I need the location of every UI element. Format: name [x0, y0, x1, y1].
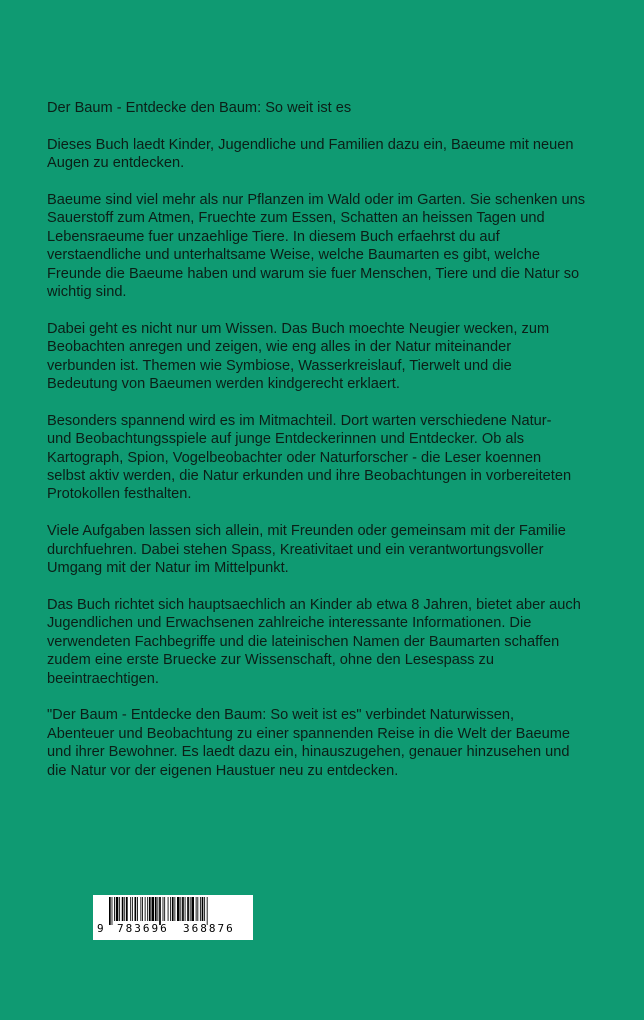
barcode-bar [185, 897, 186, 921]
barcode-bar [204, 897, 205, 921]
barcode-digits-left: 783696 [117, 922, 169, 935]
barcode-bar [170, 897, 171, 921]
paragraph-7: "Der Baum - Entdecke den Baum: So weit ist es" verbindet Naturwissen, Abenteuer und Beobachtung zu einer spannenden Reise in die Welt der Baeume und ihrer Bewohner. Es laedt dazu ein, hinauszugehen, genauer hinzusehen und die Natur vor der eigenen Haustuer neu zu entdecken. [47, 707, 571, 779]
barcode-bar [114, 897, 115, 921]
barcode-bar [187, 897, 189, 921]
barcode-bar [137, 897, 138, 921]
barcode-bar [109, 897, 111, 925]
isbn-barcode [93, 895, 253, 940]
barcode-bar [196, 897, 197, 921]
barcode-bar [164, 897, 165, 921]
barcode-bar [140, 897, 141, 921]
paragraph-1: Dieses Buch laedt Kinder, Jugendliche und Familien dazu ein, Baeume mit neuen Augen zu entdecken. [47, 136, 574, 172]
barcode-bar [202, 897, 204, 921]
barcode-bar [124, 897, 125, 921]
barcode-digits [93, 922, 253, 938]
barcode-bar [182, 897, 184, 921]
paragraph-6: Das Buch richtet sich hauptsaechlich an Kinder ab etwa 8 Jahren, bietet aber auch Jugendlichen und Erwachsenen zahlreiche interessante Informationen. Die verwendeten Fachbegriffe und die lateinischen Namen der Baumarten schaffen zudem eine erste Bruecke zur Wissenschaft, ohne den Lesespass zu beeintraechtigen. [47, 596, 581, 687]
barcode-bar [197, 897, 198, 921]
barcode-bar [145, 897, 146, 921]
paragraph-5: Viele Aufgaben lassen sich allein, mit Freunden oder gemeinsam mit der Familie durchfuehren. Dabei stehen Spass, Kreativitaet und ein verantwortungsvoller Umgang mit der Natur im Mittelpunkt. [47, 523, 566, 577]
barcode-bar [152, 897, 155, 921]
barcode-bar [135, 897, 137, 921]
paragraph-4: Besonders spannend wird es im Mitmachteil. Dort warten verschiedene Natur- und Beobachtungsspiele auf junge Entdeckerinnen und Entdecker. Ob als Kartograph, Spion, Vogelbeobachter oder Naturforscher - die Leser koennen selbst aktiv werden, die Natur erkunden und ihre Beobachtungen in vorbereiteten Protokollen festhalten. [47, 412, 572, 503]
barcode-bar [191, 897, 194, 921]
paragraph-3: Dabei geht es nicht nur um Wissen. Das Buch moechte Neugier wecken, zum Beobachten anregen und zeigen, wie eng alles in der Natur miteinander verbunden ist. Themen wie Symbiose, Wasserkreislauf, Tierwelt und die Bedeutung von Baeumen werden kindgerecht erklaert. [47, 320, 550, 393]
barcode-bar [172, 897, 174, 921]
barcode-bar [126, 897, 128, 921]
barcode-bar [119, 897, 120, 921]
barcode-digits-right: 368876 [183, 922, 235, 935]
barcode-bar [177, 897, 180, 921]
barcode-bar [147, 897, 148, 921]
barcode-bar [142, 897, 143, 921]
barcode-bar [180, 897, 181, 921]
barcode-bar [174, 897, 175, 921]
barcode-digit-first: 9 [97, 922, 104, 935]
paragraph-2: Baeume sind viel mehr als nur Pflanzen im Wald oder im Garten. Sie schenken uns Sauerstoff zum Atmen, Fruechte zum Essen, Schatten an heissen Tagen und Lebensraeume fuer unzaehlige Tiere. In diesem Buch erfaehrst du auf verstaendliche und unterhaltsame Weise, welche Baumarten es gibt, welche Freunde die Baeume haben und warum sie fuer Menschen, Tiere und die Natur so wichtig sind. [47, 192, 586, 301]
barcode-bar [207, 897, 208, 925]
barcode-bar [130, 897, 131, 921]
barcode-bar [155, 897, 157, 921]
barcode-bars [93, 895, 253, 925]
barcode-bar [157, 897, 158, 921]
barcode-bar [168, 897, 169, 921]
barcode-bar [122, 897, 124, 921]
barcode-bar [159, 897, 161, 925]
barcode-bar [116, 897, 119, 921]
back-cover-text [47, 99, 597, 798]
title-line: Der Baum - Entdecke den Baum: So weit ist es [47, 100, 352, 116]
barcode-bar [190, 897, 191, 921]
barcode-bar [200, 897, 201, 921]
barcode-bar [149, 897, 151, 921]
barcode-bar [163, 897, 164, 921]
barcode-bar [132, 897, 133, 921]
barcode-bar [112, 897, 113, 925]
